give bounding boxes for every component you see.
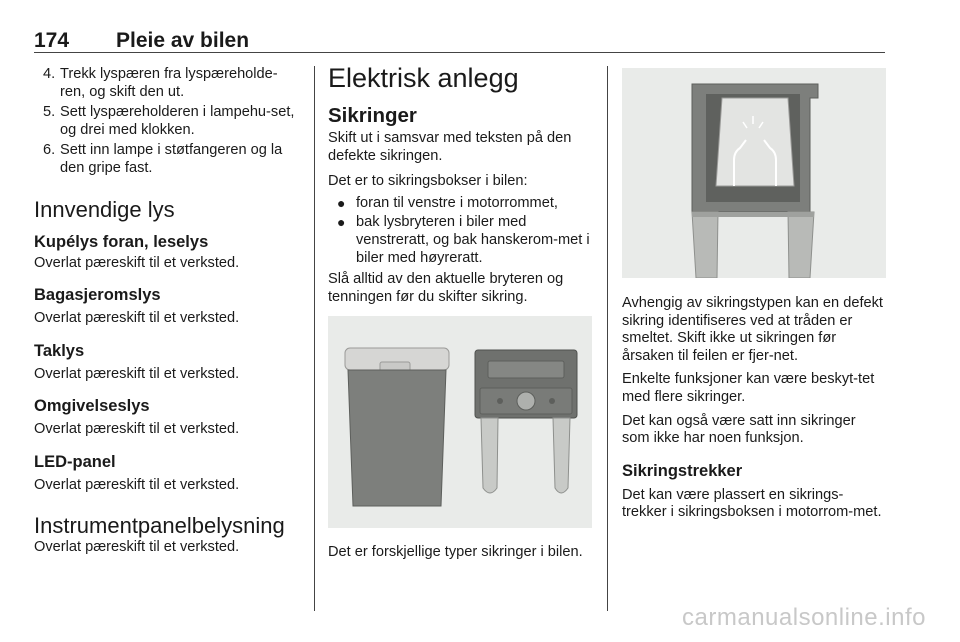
column-divider-2: [607, 66, 608, 611]
page-number: 174: [34, 29, 70, 52]
watermark: carmanualsonline.info: [682, 604, 926, 631]
header-rule: [34, 52, 885, 53]
section-text: Overlat pæreskift til et verksted.: [34, 538, 240, 555]
paragraph: Slå alltid av den aktuelle bryteren og tenningen før du skifter sikring.: [328, 271, 564, 305]
list-item: 5. Sett lyspæreholderen i lampehu-set, og drei med klokken.: [43, 104, 295, 138]
item-text: Overlat pæreskift til et verksted.: [34, 476, 240, 493]
column-2: [328, 62, 596, 562]
item-title: Omgivelseslys: [34, 397, 150, 416]
steps-list: [34, 66, 302, 178]
bullet-list: [328, 195, 596, 267]
section-title-instrumentpanel: Instrumentpanelbelysning: [34, 512, 285, 538]
item-text: Overlat pæreskift til et verksted.: [34, 365, 240, 382]
paragraph: Det er to sikringsbokser i bilen:: [328, 173, 528, 190]
fuse-types-figure: [328, 316, 592, 528]
paragraph: Enkelte funksjoner kan være beskyt-tet med flere sikringer.: [622, 371, 875, 405]
fuse-types-illustration: [328, 316, 592, 528]
list-item: ● foran til venstre i motorrommet,: [337, 194, 558, 211]
list-item: 4. Trekk lyspæren fra lyspæreholde-ren, og skift den ut.: [43, 66, 278, 100]
chapter-title: Pleie av bilen: [116, 29, 250, 52]
section-title-innvendige-lys: Innvendige lys: [34, 196, 175, 222]
item-title: Bagasjeromslys: [34, 286, 161, 305]
list-item: ● bak lysbryteren i biler med venstreratt, og bak hanskerom-met i biler med høyreratt.: [337, 214, 590, 266]
column-divider-1: [314, 66, 315, 611]
figure-caption: Det er forskjellige typer sikringer i bilen.: [328, 544, 583, 561]
subtitle-sikringer: Sikringer: [328, 104, 417, 127]
column-1: [34, 62, 302, 556]
list-item: 6. Sett inn lampe i støtfangeren og la den gripe fast.: [43, 142, 283, 176]
item-text: Overlat pæreskift til et verksted.: [34, 310, 240, 327]
paragraph: Avhengig av sikringstypen kan en defekt sikring identifiseres ved at tråden er smeltet. Skift ikke ut sikringen før årsaken til feilen er fjer-net.: [622, 295, 883, 364]
blown-fuse-illustration: [622, 68, 886, 278]
column-3: [622, 62, 886, 522]
item-title: Kupélys foran, leselys: [34, 232, 209, 251]
blown-fuse-figure: [622, 68, 886, 278]
item-title: LED-panel: [34, 452, 116, 471]
paragraph: Skift ut i samsvar med teksten på den defekte sikringen.: [328, 130, 572, 164]
item-text: Overlat pæreskift til et verksted.: [34, 421, 240, 438]
item-text: Overlat pæreskift til et verksted.: [34, 254, 240, 271]
item-title: Taklys: [34, 341, 85, 360]
subtitle-sikringstrekker: Sikringstrekker: [622, 461, 743, 480]
paragraph: Det kan også være satt inn sikringer som ikke har noen funksjon.: [622, 412, 856, 447]
page-header: [34, 29, 884, 53]
section-title-elektrisk-anlegg: Elektrisk anlegg: [328, 63, 519, 93]
paragraph: Det kan være plassert en sikrings-trekker i sikringsboksen i motorrom-met.: [622, 486, 882, 521]
